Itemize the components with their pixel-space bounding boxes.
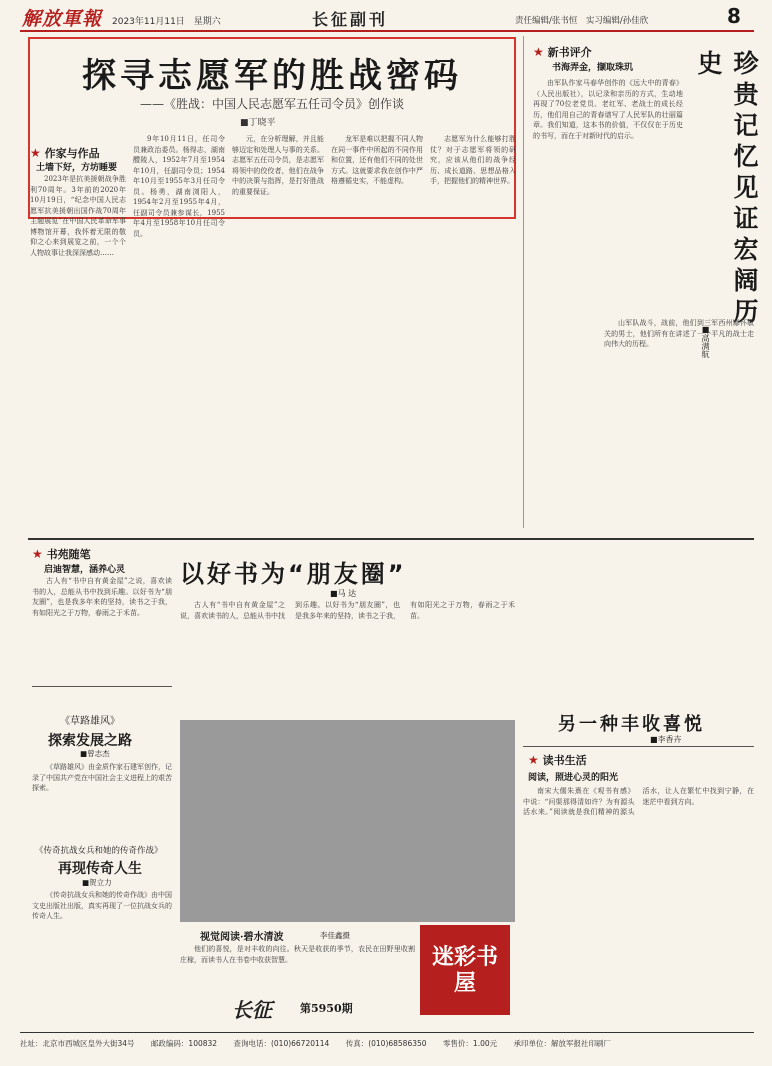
reading-guide-body [32, 762, 172, 832]
book-essay-author: ■马 达 [330, 589, 357, 598]
issue-date: 2023年11月11日 星期六 [112, 17, 221, 27]
footer-rule [20, 1032, 754, 1033]
book-essay-columns [180, 600, 515, 710]
photo [180, 720, 515, 922]
book-essay-text: 古人有“书中自有黄金屋”之说，喜欢读书的人，总能从书中找到乐趣。以好书为“朋友圈”，也是我多年来的坚持，读书之于我，有如阳光之于万物，春雨之于禾苗。 [32, 577, 172, 617]
column-divider [523, 36, 524, 528]
reading-guide-author: ■曾志杰 [80, 749, 110, 758]
harvest-rule [523, 746, 754, 747]
photo-description-text: 他们的喜悦，是对丰收的向往。秋天是收获的季节，农民在田野里收割庄稼，而读书人在书卷中收获智慧。 [180, 945, 415, 964]
reading-notes-body [523, 786, 754, 1030]
harvest-title[interactable]: 另一种丰收喜悦 [558, 714, 705, 735]
book-essay-head: 启迪智慧，涵养心灵 [44, 565, 126, 575]
book-two-text: 《传奇抗战女兵和她的传奇作战》由中国文史出版社出版，真实再现了一位抗战女兵的传奇人生。 [32, 891, 172, 920]
book-review-title[interactable]: 珍贵记忆见证宏阔历史 [694, 50, 759, 329]
editors-line: 责任编辑/张书恒 实习编辑/孙佳欣 [515, 16, 649, 26]
book-review-kicker-text: 新书评介 [547, 46, 592, 59]
issue-number: 第5950期 [300, 1002, 353, 1015]
book-two-author: ■贺立力 [82, 878, 112, 887]
book-essay-columns-text: 古人有“书中自有黄金屋”之说，喜欢读书的人，总能从书中找到乐趣。以好书为“朋友圈”，也是我多年来的坚持，读书之于我，有如阳光之于万物，春雨之于禾苗。 [180, 601, 515, 620]
lead-column-1 [133, 134, 225, 534]
reading-guide-title: 《草路雄风》 [60, 716, 120, 727]
author-note-body [30, 174, 126, 534]
book-essay-title[interactable]: 以好书为“朋友圈” [180, 560, 407, 588]
footer [20, 1038, 754, 1049]
newspaper-logo: 解放軍報 [22, 8, 103, 30]
band-rule [28, 538, 754, 540]
photo-credit: 李佳鑫摄 [320, 931, 350, 940]
book-review-kicker [533, 44, 592, 60]
book-essay-body [32, 576, 172, 676]
changzheng-logo: 长征 [232, 998, 272, 1022]
lead-column-4 [430, 134, 516, 534]
footer-printer: 承印单位：解放军报社印刷厂 [513, 1039, 612, 1048]
book-two-title: 《传奇抗战女兵和她的传奇作战》 [35, 846, 163, 856]
lead-column-3 [331, 134, 423, 534]
reading-notes-kicker-text: 读书生活 [542, 754, 587, 767]
footer-price: 零售价：1.00元 [442, 1039, 498, 1048]
star-icon: ★ [32, 547, 43, 561]
book-review-author: ■高满航 [701, 325, 710, 358]
footer-postcode: 邮政编码：100832 [150, 1039, 218, 1048]
harvest-author: ■李香卉 [650, 735, 682, 744]
photo-description [180, 944, 415, 984]
footer-address: 社址：北京市西城区皇外大街34号 [20, 1039, 135, 1048]
author-note-kicker [30, 145, 100, 161]
lead-author: ■丁晓平 [240, 118, 276, 128]
author-note-kicker-text: 作家与作品 [44, 147, 100, 160]
book-review-continued [604, 318, 754, 528]
reading-guide-text: 《草路雄风》由金质作家石建军创作，记录了中国共产党在中国社会主义进程上的艰苦探索。 [32, 763, 172, 792]
book-review-continued-text: 山军队战斗，战前，他们到三军西州娜怀敏关的男士，他们所有在讲述了一个平凡的战士走向伟大的历程。 [604, 319, 754, 348]
book-review-text: 由军队作家马春华创作的《远大中的青春》（人民出版社），以记录和亲历的方式，生动地再现了70位老党员、老红军、老战士的成长经历，他们用自己的青春谱写了人民军队的壮丽篇章。我们知道，这本书的价值，不仅仅在于历史的书写，而在于对新时代的启示。 [533, 79, 683, 140]
book-two-subtitle[interactable]: 再现传奇人生 [58, 861, 142, 877]
reading-guide-subtitle[interactable]: 探索发展之路 [48, 733, 132, 749]
book-two-body [32, 890, 172, 1030]
photo-caption: 视觉阅读·碧水清波 [200, 932, 284, 943]
star-icon: ★ [533, 45, 544, 59]
lead-title[interactable]: 探寻志愿军的胜战密码 [82, 56, 462, 96]
lead-column-2-text: 元，在分析理解，并且能够迈定和处理人与事的关系。志愿军五任司令员，是志愿军将领中的佼佼者，他们在战争中的决策与指挥，是打好胜战的重要保证。 [232, 135, 324, 196]
footer-phone: 查询电话：(010)66720114 [233, 1039, 330, 1048]
author-note-head: 土墙下好，方坊睡要 [36, 163, 118, 173]
page-number: 8 [727, 4, 741, 28]
reading-notes-text: 南宋大儒朱熹在《观书有感》中说：“问渠那得清如许？为有源头活水来。”阅读就是我们精神的源头活水，让人在繁忙中找到宁静，在迷茫中看到方向。 [523, 787, 754, 816]
footer-fax: 传真：(010)68586350 [345, 1039, 427, 1048]
reading-notes-head: 阅读，照进心灵的阳光 [528, 773, 619, 783]
star-icon: ★ [30, 146, 41, 160]
section-title: 长征副刊 [312, 10, 389, 29]
lead-column-1-text: 9年10月11日，任司令员兼政治委员。杨得志，湖南醴陵人，1952年7月至1954年10月，任副司令员；1954年10月至1955年3月任司令员。杨勇，湖南浏阳人，1954年2月至1955年4月，任副司令员兼参谋长，1955年4月至1958年10月任司令员。 [133, 135, 225, 238]
author-note-text: 2023年是抗美援朝战争胜利70周年。3年前的2020年10月19日，“纪念中国人民志愿军抗美援朝出国作战70周年主题展览”在中国人民革命军事博物馆开幕，我怀着无限的敬仰之心来到展览之前，一个个人物故事让我深深感动…… [30, 175, 126, 257]
reading-notes-kicker [528, 752, 587, 768]
reading-badge: 迷彩书屋 [420, 925, 510, 1015]
masthead-rule [20, 30, 754, 32]
lead-subtitle: ——《胜战：中国人民志愿军五任司令员》创作谈 [139, 97, 404, 111]
book-essay-kicker [32, 546, 91, 562]
reading-guide-rule [32, 686, 172, 687]
lead-column-3-text: 龙军是难以把握不同人物在同一事件中所起的不同作用和位置，还有他们不同的处世方式。这就要求我在创作中严格遵循史实，不能虚构。 [331, 135, 423, 185]
star-icon: ★ [528, 753, 539, 767]
book-essay-kicker-text: 书苑随笔 [46, 548, 91, 561]
lead-column-4-text: 志愿军为什么能够打胜仗？对于志愿军将领的研究，应该从他们的战争经历、成长道路、思想品格入手，把握他们的精神世界。 [430, 135, 516, 185]
book-review-head: 书海弄金，撷取珠玑 [552, 63, 634, 73]
lead-column-2 [232, 134, 324, 534]
